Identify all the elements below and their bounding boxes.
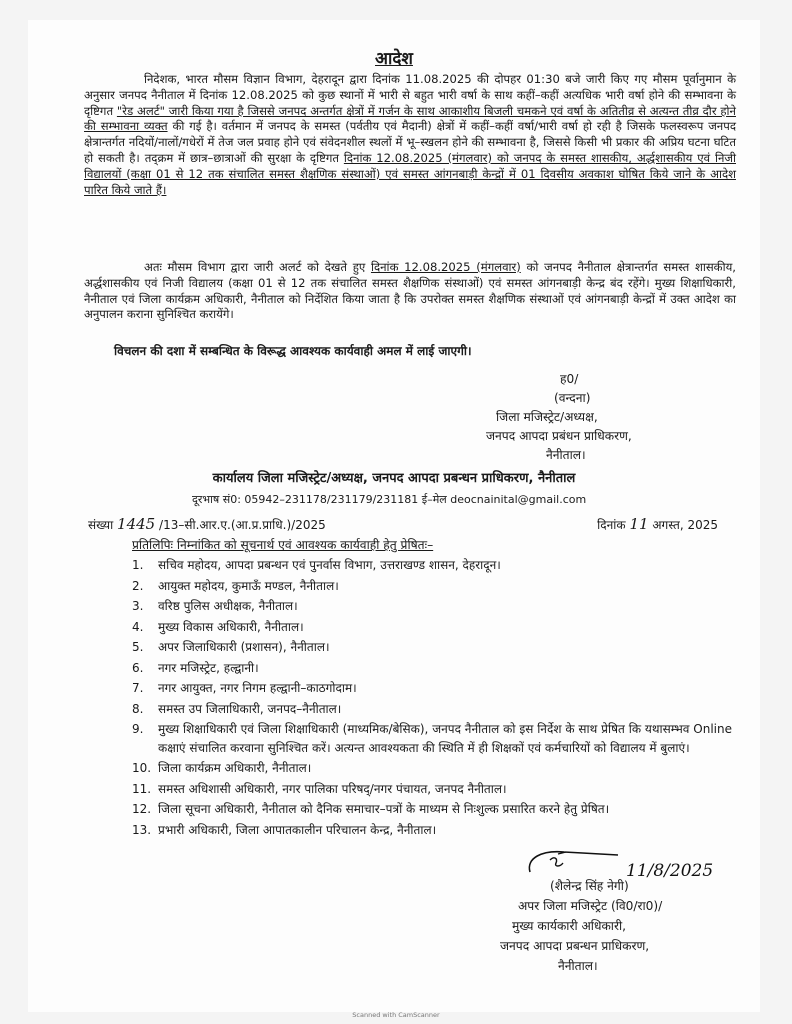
para2-underlined-date: दिनांक 12.08.2025 (मंगलवार) (370, 260, 521, 274)
list-item-number: 4. (132, 619, 144, 634)
list-item (132, 780, 732, 799)
list-item-number: 11. (132, 781, 152, 796)
signatory-authority: जनपद आपदा प्रबन्धन प्राधिकरण, (500, 939, 650, 953)
para1-text-a: निदेशक, भारत मौसम विज्ञान विभाग, देहरादून द्वारा दिनांक 11.08.2025 की दोपहर 01:30 बजे जारी किए गए मौसम पूर्वानुमान के अनुसार जनपद नैनीताल में दिनांक 12.08.2025 को कुछ स्थानों में भारी से बहुत भारी वर्षा के साथ कहीं–कहीं अत्यधिक भारी वर्षा होने की सम्भावना के दृष्टिगत (84, 72, 736, 118)
list-item-number: 13. (132, 822, 152, 837)
list-item (132, 638, 732, 657)
signatory-name: (वन्दना) (554, 391, 591, 405)
list-item-text: नगर मजिस्ट्रेट, हल्द्वानी। (158, 660, 259, 675)
list-item (132, 597, 732, 616)
recipients-list (132, 556, 732, 841)
order-paragraph-3: विचलन की दशा में सम्बन्धित के विरूद्ध आवश्यक कार्यवाही अमल में लाई जाएगी। (114, 344, 472, 358)
list-item-text: जिला कार्यक्रम अधिकारी, नैनीताल। (158, 761, 312, 775)
list-item-number: 7. (132, 681, 144, 695)
list-item (132, 800, 732, 819)
reference-number: 1445 (117, 515, 156, 533)
list-item (132, 821, 732, 840)
reference-rest: /13–सी.आर.ए.(आ.प्र.प्राधि.)/2025 (159, 518, 326, 532)
list-item-text: मुख्य शिक्षाधिकारी एवं जिला शिक्षाधिकारी (माध्यमिक/बेसिक), जनपद नैनीताल को इस निर्देश के साथ प्रेषित कि यथासम्भव Online कक्षाएं संचालित करवाना सुनिश्चित करें। अत्यन्त आवश्यकता की स्थिति में ही शिक्षकों एवं कर्मचारियों को विद्यालय में बुलाएं। (158, 722, 732, 755)
list-item-text: समस्त उप जिलाधिकारी, जनपद–नैनीताल। (158, 701, 342, 716)
list-item-text: सचिव महोदय, आपदा प्रबन्धन एवं पुनर्वास विभाग, उत्तराखण्ड शासन, देहरादून। (158, 558, 501, 572)
list-item (132, 556, 732, 575)
list-item (132, 700, 732, 719)
list-item (132, 577, 732, 596)
reference-line (88, 515, 718, 533)
list-item-number: 6. (132, 660, 144, 675)
list-item (132, 659, 732, 678)
reference-prefix: संख्या (88, 518, 114, 532)
order-paragraph-1 (84, 72, 736, 198)
list-item-text: जिला सूचना अधिकारी, नैनीताल को दैनिक समाचार–पत्रों के माध्यम से निःशुल्क प्रसारित करने हेतु प्रेषित। (158, 802, 610, 816)
list-item-number: 12. (132, 802, 152, 816)
signature-date: 11/8/2025 (626, 861, 714, 881)
list-item-number: 8. (132, 701, 144, 716)
list-item-text: समस्त अधिशासी अधिकारी, नगर पालिका परिषद्/नगर पंचायत, जनपद नैनीताल। (158, 781, 507, 796)
list-item (132, 679, 732, 698)
scanner-watermark: Scanned with CamScanner (352, 1011, 440, 1019)
list-item-text: अपर जिलाधिकारी (प्रशासन), नैनीताल। (158, 640, 330, 654)
signatory-role: मुख्य कार्यकारी अधिकारी, (512, 919, 626, 933)
para1-underlined-b: दिनांक 12.08.2025 (मंगलवार) को जनपद के समस्त शासकीय, अर्द्धशासकीय एवं निजी विद्यालयों (कक्षा 01 से 12 तक संचालित समस्त शैक्षणिक संस्थाओं) एवं समस्त आंगनबाड़ी केन्द्रों में 01 दिवसीय अवकाश घोषित किये जाने के आदेश पारित किये जाते हैं। (84, 150, 736, 197)
signatory-designation: अपर जिला मजिस्ट्रेट (वि0/रा0)/ (518, 899, 663, 913)
contact-line: दूरभाष सं0: 05942–231178/231179/231181 ई–मेल deocnainital@gmail.com (192, 493, 587, 506)
date-rest: अगस्त, 2025 (652, 518, 718, 532)
list-item (132, 759, 732, 778)
signatory-location: नैनीताल। (546, 448, 586, 462)
para2-text-a: अतः मौसम विभाग द्वारा जारी अलर्ट को देखते हुए (144, 260, 371, 274)
list-item-text: आयुक्त महोदय, कुमाऊँ मण्डल, नैनीताल। (158, 578, 339, 593)
order-paragraph-2 (84, 260, 736, 323)
date-day: 11 (629, 515, 649, 533)
signatory-name: (शैलेन्द्र सिंह नेगी) (550, 879, 629, 893)
signatory-location: नैनीताल। (558, 959, 598, 973)
signatory-authority: जनपद आपदा प्रबंधन प्राधिकरण, (486, 429, 632, 443)
para1-underlined-a: "रेड अलर्ट" जारी किया गया है जिससे जनपद अन्तर्गत क्षेत्रों में गर्जन के साथ आकाशीय बिजली चमकने एवं वर्षा के अतितीव्र से अत्यन्त तीव्र दौर होने की सम्भावना व्यक्त (84, 103, 736, 134)
para1-text-b: की गई है। वर्तमान में जनपद के समस्त (पर्वतीय एवं मैदानी) क्षेत्रों में कहीं–कहीं वर्षा/भारी वर्षा हो रही है जिसके फलस्वरूप जनपद क्षेत्रान्तर्गत नदियों/नालों/गधेरों में तेज जल प्रवाह होने एवं संवेदनशील स्थलों में भू–स्खलन होने की सम्भावना है, जिससे किसी भी प्रकार की अप्रिय घटना घटित हो सकती है। तद्क्रम में छात्र–छात्राओं की सुरक्षा के दृष्टिगत (84, 119, 736, 165)
document-page (28, 20, 760, 1012)
copy-to-heading: प्रतिलिपिः निम्नांकित को सूचनार्थ एवं आवश्यक कार्यवाही हेतु प्रेषितः– (132, 538, 434, 552)
list-item (132, 618, 732, 637)
date-prefix: दिनांक (597, 518, 626, 532)
list-item-text: प्रभारी अधिकारी, जिला आपातकालीन परिचालन केन्द्र, नैनीताल। (158, 822, 437, 837)
signature-line: ह0/ (560, 372, 579, 386)
district-magistrate-signature-block (486, 370, 726, 465)
para2-text-b: को जनपद नैनीताल क्षेत्रान्तर्गत समस्त शासकीय, अर्द्धशासकीय एवं निजी विद्यालय (कक्षा 01 से 12 तक संचालित समस्त शैक्षणिक संस्थाओं) एवं समस्त आंगनबाड़ी केन्द्र बंद रहेंगे। मुख्य शिक्षाधिकारी, नैनीताल एवं जिला कार्यक्रम अधिकारी, नैनीताल को निर्देशित किया जाता है कि उपरोक्त समस्त शैक्षणिक संस्थाओं एवं आंगनबाड़ी केन्द्रों में उक्त आदेश का अनुपालन कराना सुनिश्चित करायेंगे। (84, 260, 736, 322)
list-item-text: वरिष्ठ पुलिस अधीक्षक, नैनीताल। (158, 599, 298, 613)
office-heading: कार्यालय जिला मजिस्ट्रेट/अध्यक्ष, जनपद आपदा प्रबन्धन प्राधिकरण, नैनीताल (212, 471, 576, 486)
additional-magistrate-signature-block (498, 876, 738, 976)
list-item-number: 3. (132, 599, 144, 613)
reference-date (597, 515, 718, 533)
list-item-text: मुख्य विकास अधिकारी, नैनीताल। (158, 619, 304, 634)
list-item-number: 1. (132, 558, 144, 572)
list-item-number: 10. (132, 761, 152, 775)
order-title: आदेश (375, 49, 413, 69)
signatory-designation: जिला मजिस्ट्रेट/अध्यक्ष, (496, 410, 598, 424)
list-item-text: नगर आयुक्त, नगर निगम हल्द्वानी–काठगोदाम। (158, 681, 357, 695)
list-item-number: 9. (132, 722, 144, 736)
list-item (132, 720, 732, 757)
list-item-number: 2. (132, 578, 144, 593)
list-item-number: 5. (132, 640, 144, 654)
